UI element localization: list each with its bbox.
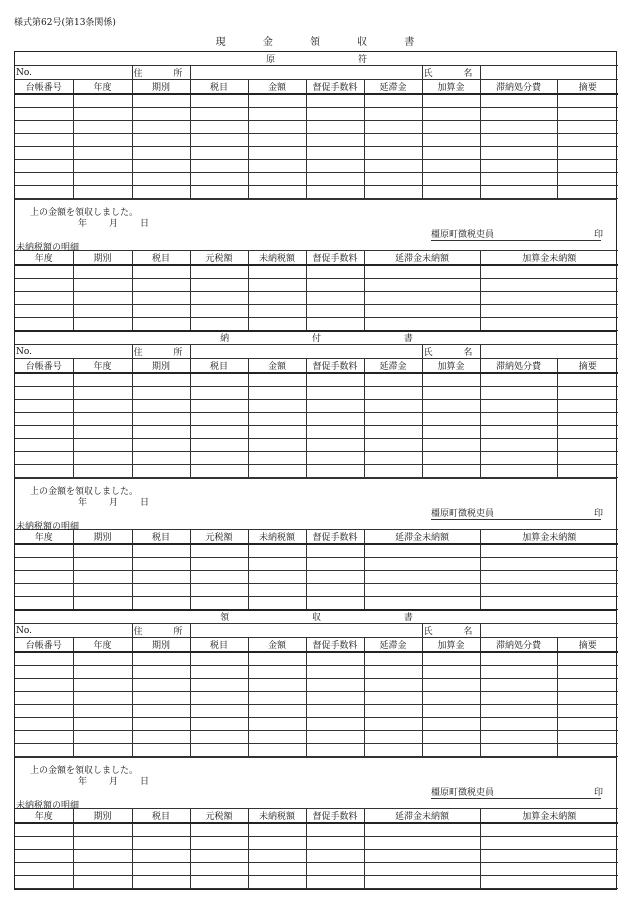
table-row bbox=[15, 876, 618, 889]
table-row bbox=[15, 426, 618, 439]
table-row bbox=[15, 584, 618, 597]
column-header: 未納税額 bbox=[248, 251, 306, 266]
month-label: 月 bbox=[109, 498, 119, 508]
official-signature: 橿原町徴税吏員 bbox=[431, 506, 601, 520]
table-row bbox=[15, 186, 618, 199]
column-header: 延滞金未納額 bbox=[364, 251, 480, 266]
column-header: 督促手数料 bbox=[306, 638, 364, 653]
table-row bbox=[15, 292, 618, 305]
official-signature: 橿原町徴税吏員 bbox=[431, 785, 601, 799]
date-line bbox=[78, 774, 171, 787]
column-header: 督促手数料 bbox=[306, 359, 364, 374]
address-label: 住 所 bbox=[132, 66, 190, 80]
column-header: 年度 bbox=[73, 80, 132, 95]
name-label: 氏 名 bbox=[422, 624, 480, 638]
month-label: 月 bbox=[109, 777, 119, 787]
column-header: 台帳番号 bbox=[15, 638, 73, 653]
name-field[interactable] bbox=[480, 66, 618, 80]
table-row bbox=[15, 823, 618, 837]
column-header: 延滞金未納額 bbox=[364, 809, 480, 824]
column-header: 期別 bbox=[73, 251, 132, 266]
column-header: 年度 bbox=[15, 251, 73, 266]
column-header: 摘要 bbox=[557, 359, 618, 374]
table-row bbox=[15, 850, 618, 863]
official-signature: 橿原町徴税吏員 bbox=[431, 227, 601, 241]
table-row bbox=[15, 452, 618, 465]
table-row bbox=[15, 400, 618, 413]
table-row bbox=[15, 439, 618, 452]
table-row bbox=[15, 121, 618, 134]
table-row bbox=[15, 373, 618, 387]
seal-label: 印 bbox=[594, 230, 604, 240]
name-field[interactable] bbox=[480, 345, 618, 359]
table-row bbox=[15, 666, 618, 679]
table-row bbox=[15, 731, 618, 744]
column-header: 延滞金未納額 bbox=[364, 530, 480, 545]
receipt-statement bbox=[15, 199, 616, 253]
column-header: 元税額 bbox=[190, 251, 248, 266]
column-header: 税目 bbox=[190, 359, 248, 374]
table-row bbox=[15, 387, 618, 400]
column-header: 金額 bbox=[248, 80, 306, 95]
column-header: 滞納処分費 bbox=[480, 80, 557, 95]
seal-label: 印 bbox=[594, 509, 604, 519]
name-label: 氏 名 bbox=[422, 66, 480, 80]
section-receipt bbox=[14, 609, 617, 890]
table-row bbox=[15, 679, 618, 692]
name-field[interactable] bbox=[480, 624, 618, 638]
column-header: 滞納処分費 bbox=[480, 638, 557, 653]
column-header: 加算金未納額 bbox=[480, 530, 618, 545]
column-header: 滞納処分費 bbox=[480, 359, 557, 374]
column-header: 期別 bbox=[132, 80, 190, 95]
receipt-statement bbox=[15, 757, 616, 811]
column-header: 台帳番号 bbox=[15, 80, 73, 95]
column-header: 未納税額 bbox=[248, 530, 306, 545]
column-header: 加算金 bbox=[422, 359, 480, 374]
column-header: 加算金未納額 bbox=[480, 809, 618, 824]
column-header: 督促手数料 bbox=[306, 809, 364, 824]
column-header: 税目 bbox=[132, 809, 190, 824]
address-label: 住 所 bbox=[132, 624, 190, 638]
table-row bbox=[15, 705, 618, 718]
receipt-table bbox=[15, 610, 618, 757]
no-label: No. bbox=[15, 624, 132, 638]
address-field[interactable] bbox=[190, 345, 422, 359]
column-header: 元税額 bbox=[190, 809, 248, 824]
table-row bbox=[15, 94, 618, 108]
column-header: 加算金 bbox=[422, 638, 480, 653]
table-row bbox=[15, 160, 618, 173]
column-header: 台帳番号 bbox=[15, 359, 73, 374]
table-row bbox=[15, 571, 618, 584]
column-header: 税目 bbox=[132, 530, 190, 545]
table-row bbox=[15, 465, 618, 478]
column-header: 税目 bbox=[190, 80, 248, 95]
column-header: 期別 bbox=[132, 359, 190, 374]
day-label: 日 bbox=[140, 498, 150, 508]
table-row bbox=[15, 134, 618, 147]
receipt-table bbox=[15, 52, 618, 199]
table-row bbox=[15, 318, 618, 331]
date-line bbox=[78, 216, 171, 229]
column-header: 期別 bbox=[132, 638, 190, 653]
column-header: 延滞金 bbox=[364, 359, 422, 374]
column-header: 督促手数料 bbox=[306, 80, 364, 95]
table-row bbox=[15, 173, 618, 186]
table-row bbox=[15, 147, 618, 160]
column-header: 督促手数料 bbox=[306, 251, 364, 266]
day-label: 日 bbox=[140, 777, 150, 787]
table-row bbox=[15, 279, 618, 292]
column-header: 加算金未納額 bbox=[480, 251, 618, 266]
table-row bbox=[15, 413, 618, 426]
address-field[interactable] bbox=[190, 66, 422, 80]
document-title: 現 金 領 収 書 bbox=[215, 37, 432, 48]
section-heading: 領 収 書 bbox=[15, 610, 618, 624]
column-header: 税目 bbox=[132, 251, 190, 266]
unpaid-title: 未納税額の明細 bbox=[16, 522, 80, 532]
section-payment-slip bbox=[14, 330, 617, 611]
table-row bbox=[15, 305, 618, 318]
table-row bbox=[15, 108, 618, 121]
received-text: 上の金額を領収しました。 bbox=[30, 487, 139, 497]
column-header: 年度 bbox=[73, 359, 132, 374]
name-label: 氏 名 bbox=[422, 345, 480, 359]
table-row bbox=[15, 744, 618, 757]
column-header: 税目 bbox=[190, 638, 248, 653]
received-text: 上の金額を領収しました。 bbox=[30, 208, 139, 218]
unpaid-table bbox=[15, 250, 618, 331]
table-row bbox=[15, 692, 618, 705]
section-heading: 原 符 bbox=[15, 52, 618, 66]
column-header: 未納税額 bbox=[248, 809, 306, 824]
table-row bbox=[15, 597, 618, 610]
year-label: 年 bbox=[78, 219, 88, 229]
received-text: 上の金額を領収しました。 bbox=[30, 766, 139, 776]
column-header: 摘要 bbox=[557, 80, 618, 95]
column-header: 督促手数料 bbox=[306, 530, 364, 545]
form-number: 様式第62号(第13条関係) bbox=[14, 18, 116, 28]
no-label: No. bbox=[15, 345, 132, 359]
table-row bbox=[15, 718, 618, 731]
section-heading: 納 付 書 bbox=[15, 331, 618, 345]
table-row bbox=[15, 837, 618, 850]
seal-label: 印 bbox=[594, 788, 604, 798]
table-row bbox=[15, 544, 618, 558]
date-line bbox=[78, 495, 171, 508]
unpaid-table bbox=[15, 808, 618, 889]
year-label: 年 bbox=[78, 498, 88, 508]
no-label: No. bbox=[15, 66, 132, 80]
column-header: 延滞金 bbox=[364, 80, 422, 95]
column-header: 延滞金 bbox=[364, 638, 422, 653]
column-header: 元税額 bbox=[190, 530, 248, 545]
year-label: 年 bbox=[78, 777, 88, 787]
column-header: 期別 bbox=[73, 530, 132, 545]
column-header: 年度 bbox=[15, 530, 73, 545]
section-stub bbox=[14, 51, 617, 332]
unpaid-title: 未納税額の明細 bbox=[16, 801, 80, 811]
column-header: 年度 bbox=[15, 809, 73, 824]
column-header: 摘要 bbox=[557, 638, 618, 653]
column-header: 金額 bbox=[248, 359, 306, 374]
unpaid-table bbox=[15, 529, 618, 610]
table-row bbox=[15, 265, 618, 279]
month-label: 月 bbox=[109, 219, 119, 229]
receipt-statement bbox=[15, 478, 616, 532]
column-header: 期別 bbox=[73, 809, 132, 824]
unpaid-title: 未納税額の明細 bbox=[16, 243, 80, 253]
column-header: 加算金 bbox=[422, 80, 480, 95]
table-row bbox=[15, 558, 618, 571]
table-row bbox=[15, 863, 618, 876]
column-header: 金額 bbox=[248, 638, 306, 653]
column-header: 年度 bbox=[73, 638, 132, 653]
address-label: 住 所 bbox=[132, 345, 190, 359]
table-row bbox=[15, 652, 618, 666]
address-field[interactable] bbox=[190, 624, 422, 638]
day-label: 日 bbox=[140, 219, 150, 229]
receipt-table bbox=[15, 331, 618, 478]
